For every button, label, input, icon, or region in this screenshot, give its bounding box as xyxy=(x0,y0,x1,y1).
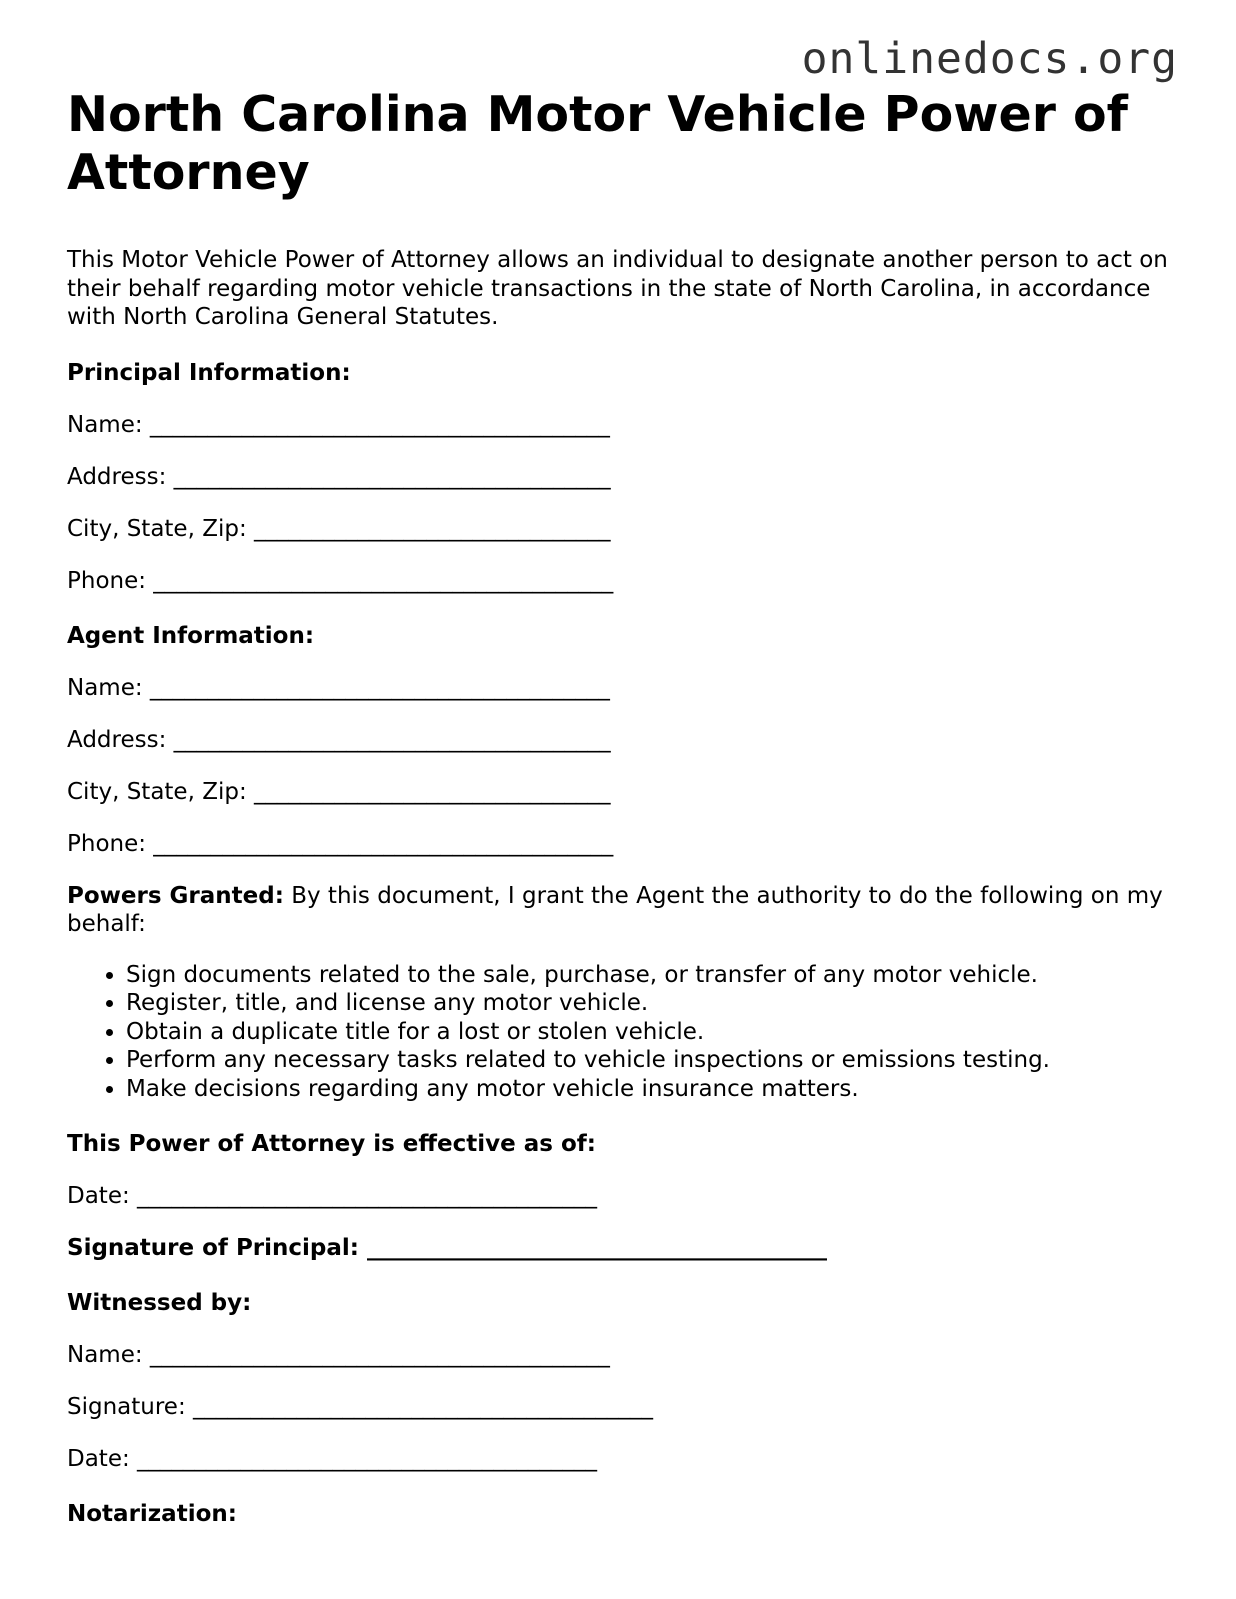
notarization-heading: Notarization: xyxy=(67,1501,237,1527)
powers-paragraph xyxy=(67,882,1177,939)
effective-heading: This Power of Attorney is effective as of: xyxy=(67,1131,596,1157)
agent-heading: Agent Information: xyxy=(67,622,315,649)
principal-name-field[interactable]: Name: ________________________________________ xyxy=(67,411,610,438)
agent-name-field[interactable]: Name: ________________________________________ xyxy=(67,674,610,701)
agent-city-field[interactable]: City, State, Zip: _______________________________ xyxy=(67,778,611,805)
powers-text: By this document, I grant the Agent the authority to do the following on my behalf: xyxy=(67,882,1163,937)
page-title: North Carolina Motor Vehicle Power of Attorney xyxy=(67,86,1128,201)
document xyxy=(67,86,1177,1528)
witness-date-field[interactable]: Date: ________________________________________ xyxy=(67,1446,598,1472)
effective-date-field[interactable]: Date: ________________________________________ xyxy=(67,1183,598,1209)
powers-label: Powers Granted: xyxy=(67,882,284,909)
principal-address-field[interactable]: Address: ______________________________________ xyxy=(67,463,611,490)
powers-list xyxy=(67,961,1177,1104)
principal-signature-field[interactable]: Signature of Principal: ________________________________________ xyxy=(67,1235,827,1261)
witness-signature-field[interactable]: Signature: ________________________________________ xyxy=(67,1394,654,1420)
intro-paragraph: This Motor Vehicle Power of Attorney allows an individual to designate another person to act on their behalf regarding motor vehicle transactions in the state of North Carolina, in accordance with North Carolina General Statutes. xyxy=(67,247,1168,330)
witness-heading: Witnessed by: xyxy=(67,1290,252,1316)
agent-phone-field[interactable]: Phone: ________________________________________ xyxy=(67,830,614,857)
list-item: • Obtain a duplicate title for a lost or stolen vehicle. xyxy=(126,1018,1177,1047)
witness-name-field[interactable]: Name: ________________________________________ xyxy=(67,1342,610,1368)
list-item: • Perform any necessary tasks related to vehicle inspections or emissions testing. xyxy=(126,1046,1177,1075)
watermark: onlinedocs.org xyxy=(801,34,1178,84)
principal-city-field[interactable]: City, State, Zip: _______________________________ xyxy=(67,515,611,542)
list-item: • Sign documents related to the sale, purchase, or transfer of any motor vehicle. xyxy=(126,961,1177,990)
agent-address-field[interactable]: Address: ______________________________________ xyxy=(67,726,611,753)
principal-heading: Principal Information: xyxy=(67,359,351,386)
principal-phone-field[interactable]: Phone: ________________________________________ xyxy=(67,567,614,594)
list-item: • Make decisions regarding any motor vehicle insurance matters. xyxy=(126,1075,1177,1104)
list-item: • Register, title, and license any motor vehicle. xyxy=(126,989,1177,1018)
